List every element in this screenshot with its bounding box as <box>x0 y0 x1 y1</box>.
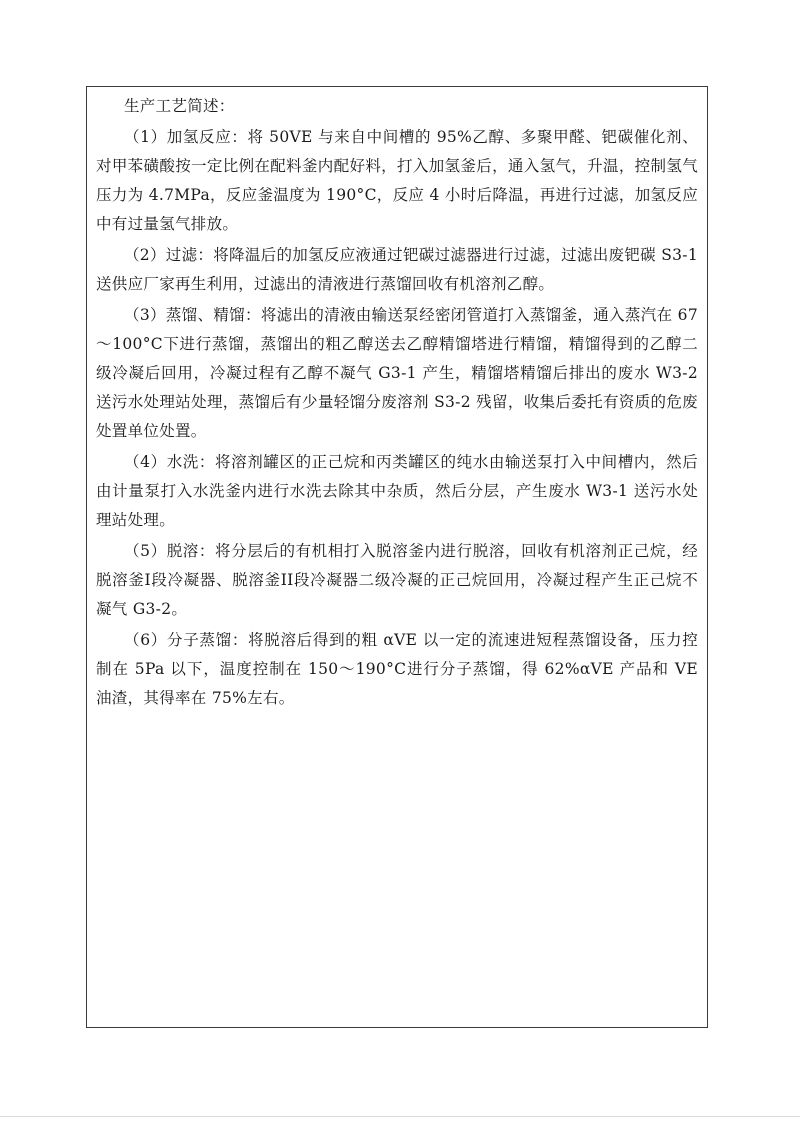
bottom-divider <box>0 1116 800 1117</box>
document-body <box>96 92 698 713</box>
paragraph-filtration: （2）过滤：将降温后的加氢反应液通过钯碳过滤器进行过滤，过滤出废钯碳 S3-1 送供应厂家再生利用，过滤出的清液进行蒸馏回收有机溶剂乙醇。 <box>96 246 698 293</box>
paragraph-molecular-distillation: （6）分子蒸馏：将脱溶后得到的粗 αVE 以一定的流速进短程蒸馏设备，压力控制在 5Pa 以下，温度控制在 150～190°C进行分子蒸馏，得 62%αVE 产品和 VE 油渣，其得率在 75%左右。 <box>96 631 698 707</box>
paragraph-hydrogenation: （1）加氢反应：将 50VE 与来自中间槽的 95%乙醇、多聚甲醛、钯碳催化剂、对甲苯磺酸按一定比例在配料釜内配好料，打入加氢釜后，通入氢气，升温，控制氢气压力为 4.7MPa，反应釜温度为 190°C，反应 4 小时后降温，再进行过滤，加氢反应中有过量氢气排放。 <box>96 128 698 233</box>
section-heading: 生产工艺简述： <box>124 97 235 115</box>
paragraph-desolventizing: （5）脱溶：将分层后的有机相打入脱溶釜内进行脱溶，回收有机溶剂正己烷，经脱溶釜I段冷凝器、脱溶釜II段冷凝器二级冷凝的正己烷回用，冷凝过程产生正己烷不凝气 G3-2。 <box>96 542 698 618</box>
paragraph-water-washing: （4）水洗：将溶剂罐区的正己烷和丙类罐区的纯水由输送泵打入中间槽内，然后由计量泵打入水洗釜内进行水洗去除其中杂质，然后分层，产生废水 W3-1 送污水处理站处理。 <box>96 453 698 529</box>
paragraph-distillation: （3）蒸馏、精馏：将滤出的清液由输送泵经密闭管道打入蒸馏釜，通入蒸汽在 67～100°C下进行蒸馏，蒸馏出的粗乙醇送去乙醇精馏塔进行精馏，精馏得到的乙醇二级冷凝后回用，冷凝过程有乙醇不凝气 G3-1 产生，精馏塔精馏后排出的废水 W3-2 送污水处理站处理，蒸馏后有少量轻馏分废溶剂 S3-2 残留，收集后委托有资质的危废处置单位处置。 <box>96 306 698 440</box>
